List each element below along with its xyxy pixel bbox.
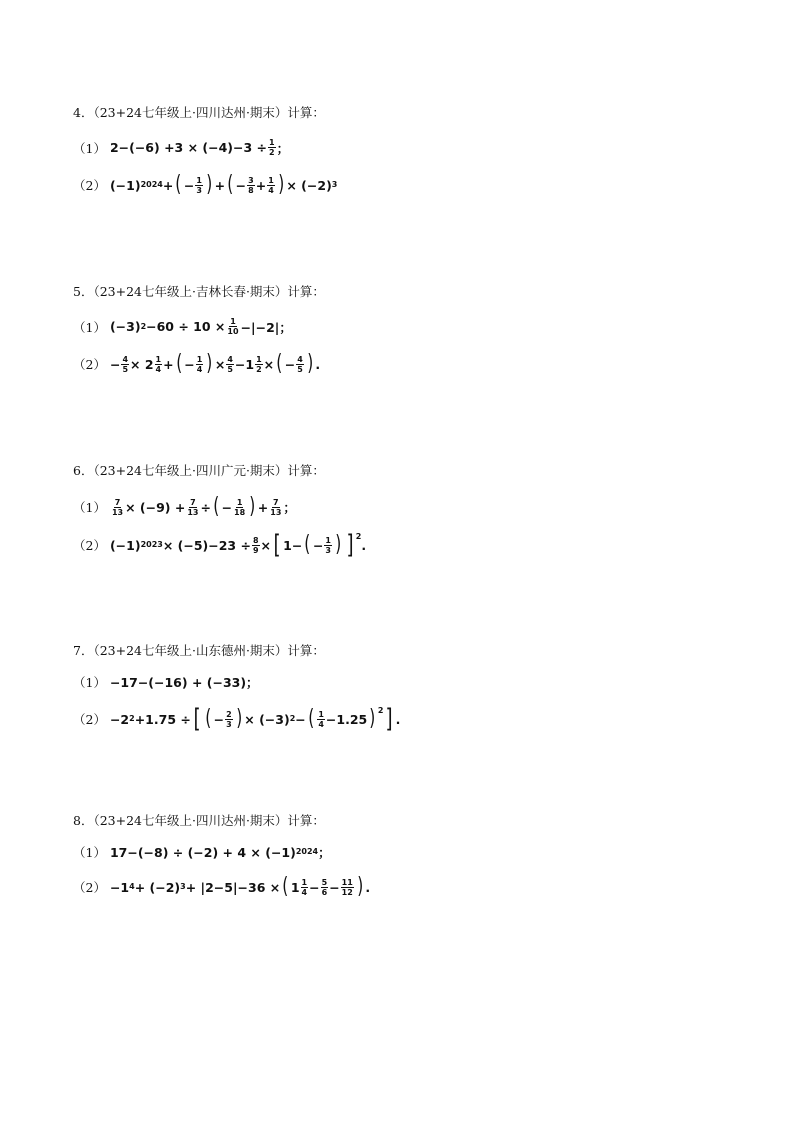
denominator: 4 xyxy=(318,719,324,729)
punct: . xyxy=(395,711,401,727)
paren: ) xyxy=(335,532,342,557)
numerator: 11 xyxy=(341,877,353,887)
problem-heading: 5．（23+24七年级上·吉林长春·期末）计算： xyxy=(73,284,325,299)
subproblem-label: （2） xyxy=(73,357,106,372)
subproblem-label: （1） xyxy=(73,140,106,156)
expr-text: × xyxy=(214,356,226,372)
fraction xyxy=(225,710,233,729)
denominator: 18 xyxy=(234,507,246,517)
expr-text: × (−3) xyxy=(244,711,290,727)
problem-8 xyxy=(73,812,753,899)
paren: ) xyxy=(357,874,364,899)
paren: ) xyxy=(206,351,213,376)
expr-text: × 2 xyxy=(130,356,154,372)
denominator: 13 xyxy=(270,507,282,517)
expression: (−1) 2023 × (−5)−23 ÷ $\frac{8}{9}$ × [ 1− ( − $\frac{1}{3}$ ) ] $^2$ . xyxy=(109,530,367,560)
paren: ( xyxy=(175,172,182,197)
subproblem-label: （1） xyxy=(73,319,106,335)
punct: . xyxy=(315,356,321,372)
fraction xyxy=(296,355,304,374)
expr-text: −1 xyxy=(109,879,130,895)
denominator: 10 xyxy=(227,327,239,336)
subproblem-1 xyxy=(73,496,296,518)
denominator: 6 xyxy=(321,887,328,897)
expr-text: − xyxy=(309,879,320,895)
subproblem-label: （2） xyxy=(73,712,106,727)
paren: ( xyxy=(175,351,182,376)
expr-text: + xyxy=(257,499,269,515)
numerator: 1 xyxy=(256,354,262,364)
subproblem-2 xyxy=(73,174,337,196)
expr-text: (−3) xyxy=(109,319,141,334)
subproblem-2 xyxy=(73,876,370,898)
paren: ( xyxy=(227,172,234,197)
subproblem-label: （1） xyxy=(73,845,106,860)
numerator: 4 xyxy=(297,354,303,364)
punct: ； xyxy=(318,845,331,860)
denominator: 8 xyxy=(248,185,254,195)
expr-text: − xyxy=(329,879,340,895)
numerator: 1 xyxy=(318,709,324,719)
problem-heading: 8．（23+24七年级上·四川达州·期末）计算： xyxy=(73,813,325,828)
fraction xyxy=(268,138,276,157)
expr-text: −|−2|； xyxy=(240,319,292,335)
subproblem-1 xyxy=(73,138,289,157)
punct: . xyxy=(365,879,371,895)
expr-text: × (−5)−23 ÷ xyxy=(162,537,251,553)
expr-text: + xyxy=(214,177,226,193)
fraction xyxy=(341,878,354,897)
expression xyxy=(110,673,259,691)
expr-text: − xyxy=(109,356,121,372)
numerator: 7 xyxy=(190,497,196,507)
paren: ) xyxy=(278,172,285,197)
expr-text: −1.25 xyxy=(325,711,368,727)
numerator: 7 xyxy=(114,497,121,507)
expr-text: −2 xyxy=(109,711,130,727)
denominator: 4 xyxy=(196,364,203,374)
subproblem-1 xyxy=(73,317,292,336)
subproblem-label: （1） xyxy=(73,500,106,515)
subproblem-label: （2） xyxy=(73,538,106,553)
expr-text: − xyxy=(295,711,306,727)
paren: ( xyxy=(282,874,289,899)
problem-4 xyxy=(73,104,753,197)
expr-text: (−1) xyxy=(109,177,141,193)
numerator: 4 xyxy=(227,354,233,364)
fraction xyxy=(247,176,255,195)
fraction xyxy=(121,355,129,374)
problem-6 xyxy=(73,462,753,560)
denominator: 2 xyxy=(256,364,262,374)
punct: ； xyxy=(283,500,296,515)
fraction xyxy=(267,176,275,195)
paren: ) xyxy=(249,494,256,519)
bracket: [ xyxy=(193,704,201,734)
problem-heading: 7．（23+24七年级上·山东德州·期末）计算： xyxy=(73,643,325,658)
expression xyxy=(110,138,289,157)
fraction xyxy=(301,878,309,897)
punct: ； xyxy=(276,140,290,156)
fraction xyxy=(321,878,329,897)
fraction xyxy=(226,317,239,336)
denominator: 13 xyxy=(187,507,199,517)
expr-text: (−1) xyxy=(109,537,141,553)
expression: −1 4 + (−2) 3 + |2−5|−36 × ( 1 $\frac{1}{4}$ − $\frac{5}{6}$ − $\frac{11}{12}$ ) . xyxy=(109,874,371,899)
numerator: 1 xyxy=(301,877,308,887)
paren: ) xyxy=(206,172,213,197)
expression: (−3) 2 −60 ÷ 10 × $\frac{1}{10}$ −|−2|； xyxy=(109,317,292,336)
subproblem-label: （2） xyxy=(73,178,106,193)
expr-text: 2−(−6) +3 × (−4)−3 ÷ xyxy=(109,140,268,155)
denominator: 4 xyxy=(301,887,308,897)
expr-text: × (−9) + xyxy=(125,499,186,515)
paren: ( xyxy=(276,351,283,376)
denominator: 5 xyxy=(122,364,129,374)
denominator: 3 xyxy=(226,719,232,729)
fraction xyxy=(324,536,332,555)
subproblem-2 xyxy=(73,706,400,732)
paren: ( xyxy=(308,706,315,731)
numerator: 1 xyxy=(269,138,275,147)
denominator: 4 xyxy=(268,185,274,195)
paren: ( xyxy=(205,706,212,731)
subproblem-1 xyxy=(73,673,259,691)
expr-text: × (−2) xyxy=(286,177,332,193)
numerator: 1 xyxy=(196,354,203,364)
problem-7 xyxy=(73,642,753,734)
expr-text: ÷ xyxy=(200,499,211,515)
paren: ( xyxy=(304,532,311,557)
numerator: 2 xyxy=(226,709,232,719)
numerator: 7 xyxy=(273,497,279,507)
expr-text: +1.75 ÷ xyxy=(134,711,191,727)
expression: (−1) 2024 + ( − $\frac{1}{3}$ ) + ( − $\frac{3}{8}$ + $\frac{1}{4}$ ) × (−2) 3 xyxy=(109,172,338,197)
paren: ) xyxy=(307,351,314,376)
denominator: 9 xyxy=(252,545,259,555)
denominator: 13 xyxy=(111,507,124,517)
problem-heading: 4．（23+24七年级上·四川达州·期末）计算： xyxy=(73,105,325,120)
expr-text: + xyxy=(162,177,174,193)
expr-text: × xyxy=(263,356,275,372)
denominator: 2 xyxy=(269,148,275,157)
denominator: 5 xyxy=(227,364,233,374)
problem-heading: 6．（23+24七年级上·四川广元·期末）计算： xyxy=(73,463,325,478)
subproblem-2 xyxy=(73,532,366,558)
numerator: 1 xyxy=(196,175,202,185)
expr-text: −60 ÷ 10 × xyxy=(146,319,226,334)
expr-text: −1 xyxy=(234,356,255,372)
denominator: 5 xyxy=(297,364,303,374)
denominator: 12 xyxy=(341,887,353,897)
expr-text: + xyxy=(163,356,174,372)
fraction xyxy=(317,710,325,729)
expr-text: 1 xyxy=(290,879,300,895)
fraction xyxy=(155,355,163,374)
bracket: ] xyxy=(385,704,394,734)
expr-text: 1− xyxy=(283,537,303,553)
paren: ) xyxy=(235,706,242,731)
subproblem-label: （1） xyxy=(73,675,106,690)
denominator: 3 xyxy=(325,545,331,555)
denominator: 3 xyxy=(196,185,202,195)
numerator: 1 xyxy=(236,497,243,507)
expr-text: + (−2) xyxy=(134,879,181,895)
numerator: 1 xyxy=(155,354,162,364)
fraction xyxy=(255,355,263,374)
fraction xyxy=(233,498,246,517)
fraction xyxy=(186,498,199,517)
paren: ) xyxy=(369,706,376,731)
fraction xyxy=(226,355,234,374)
expression: − $\frac{4}{5}$ × 2 $\frac{1}{4}$ + ( − $\frac{1}{4}$ ) × $\frac{4}{5}$ −1 $\frac{1}{2}$ × ( − $\frac{4}{5}$ ) . xyxy=(109,351,321,376)
denominator: 4 xyxy=(155,364,162,374)
numerator: 1 xyxy=(230,317,236,326)
subproblem-1 xyxy=(73,843,331,861)
numerator: 1 xyxy=(268,175,274,185)
expr-text: + xyxy=(255,177,267,193)
paren: ( xyxy=(213,494,220,519)
subproblem-2 xyxy=(73,353,320,375)
numerator: 1 xyxy=(325,535,331,545)
bracket: ] xyxy=(346,530,354,560)
fraction xyxy=(196,355,204,374)
punct: . xyxy=(361,537,367,553)
bracket: [ xyxy=(273,530,281,560)
expr-text: −17−(−16) + (−33)； xyxy=(109,675,259,690)
fraction xyxy=(195,176,203,195)
expr-text: + |2−5|−36 × xyxy=(185,879,281,895)
numerator: 4 xyxy=(122,354,129,364)
problem-5 xyxy=(73,283,753,376)
expression: $\frac{7}{13}$ × (−9) + $\frac{7}{13}$ ÷ ( − $\frac{1}{18}$ ) + $\frac{7}{13}$ ； xyxy=(111,494,296,519)
expression: −2 2 +1.75 ÷ [ ( − $\frac{2}{3}$ ) × (−3) 2 − ( $\frac{1}{4}$ −1.25 ) $^2$ ] . xyxy=(109,704,401,734)
expr-text: 17−(−8) ÷ (−2) + 4 × (−1) xyxy=(109,844,296,860)
fraction xyxy=(269,498,282,517)
subproblem-label: （2） xyxy=(73,880,106,895)
expression: 17−(−8) ÷ (−2) + 4 × (−1) 2024 ； xyxy=(109,844,331,860)
fraction xyxy=(252,536,260,555)
numerator: 3 xyxy=(248,175,254,185)
fraction xyxy=(111,498,124,517)
numerator: 8 xyxy=(252,535,259,545)
expr-text: × xyxy=(260,537,272,553)
numerator: 5 xyxy=(321,877,328,887)
